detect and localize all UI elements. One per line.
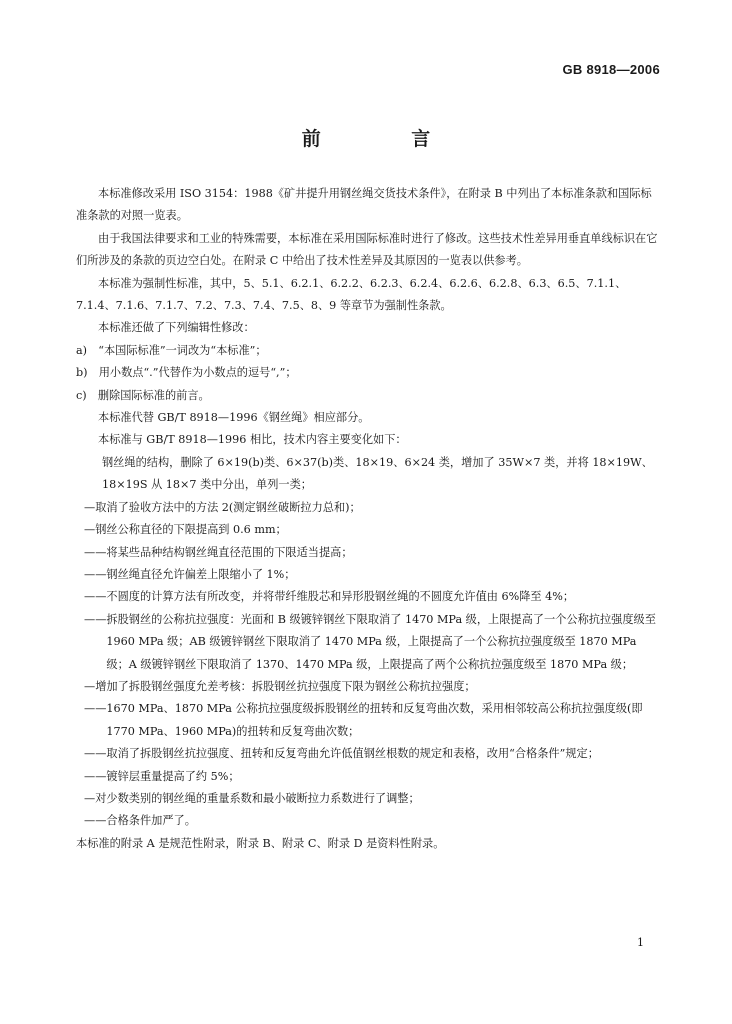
paragraph-structure-change: 钢丝绳的结构，删除了 6×19(b)类、6×37(b)类、18×19、6×24 类，增加了 35W×7 类，并将 18×19W、18×19S 从 18×7 类中分出，单列一类； — [102, 455, 653, 492]
document-body — [76, 183, 660, 855]
list-item-text: 拆股钢丝的公称抗拉强度：光面和 B 级镀锌钢丝下限取消了 1470 MPa 级，上限提高了一个公称抗拉强度级至 1960 MPa 级；AB 级镀锌钢丝下限取消了 1470 MPa 级，上限提高了一个公称抗拉强度级至 1870 MPa 级；A 级镀锌钢丝下限取消了 1370、1470 MPa 级，上限提高了两个公称抗拉强度级至 1870 MPa 级； — [106, 612, 656, 671]
list-item — [84, 542, 660, 564]
list-item — [84, 766, 660, 788]
list-item-text: 取消了拆股钢丝抗拉强度、扭转和反复弯曲允许低值钢丝根数的规定和表格，改用“合格条件”规定； — [106, 747, 599, 761]
dash-mark: — — [84, 679, 96, 693]
list-item — [84, 743, 660, 765]
list-item-b: b) 用小数点“.”代替作为小数点的逗号“,”； — [76, 366, 297, 380]
dash-mark: —— — [84, 814, 107, 828]
list-item-text: 对少数类别的钢丝绳的重量系数和最小破断拉力系数进行了调整； — [95, 791, 420, 805]
dash-mark: —— — [84, 747, 107, 761]
paragraph-replaces: 本标准代替 GB/T 8918—1996《钢丝绳》相应部分。 — [98, 411, 370, 425]
changes-list — [76, 497, 660, 833]
list-item — [84, 788, 660, 810]
list-item — [84, 564, 660, 586]
list-item — [84, 810, 660, 832]
list-item — [84, 497, 660, 519]
list-item-c: c) 删除国际标准的前言。 — [76, 388, 210, 402]
list-item-text: 取消了验收方法中的方法 2(测定钢丝破断拉力总和)； — [95, 500, 361, 514]
dash-mark: — — [84, 523, 96, 537]
list-item — [84, 609, 660, 676]
dash-mark: —— — [84, 702, 107, 716]
list-item-text: 钢丝绳直径允许偏差上限缩小了 1%； — [106, 567, 296, 581]
page-title: 前 言 — [301, 128, 473, 150]
list-item-text: 将某些品种结构钢丝绳直径范围的下限适当提高； — [106, 545, 353, 559]
standard-code: GB 8918—2006 — [562, 62, 660, 77]
dash-mark: —— — [84, 612, 107, 626]
paragraph-editorial: 本标准还做了下列编辑性修改： — [98, 321, 255, 335]
list-item-text: 合格条件加严了。 — [106, 814, 196, 828]
list-item — [84, 698, 660, 743]
paragraph-changes-intro: 本标准与 GB/T 8918—1996 相比，技术内容主要变化如下： — [98, 433, 407, 447]
list-item — [84, 586, 660, 608]
list-item-text: 增加了拆股钢丝强度允差考核：拆股钢丝抗拉强度下限为钢丝公称抗拉强度； — [95, 679, 476, 693]
dash-mark: —— — [84, 769, 107, 783]
paragraph-annexes: 本标准的附录 A 是规范性附录，附录 B、附录 C、附录 D 是资料性附录。 — [76, 836, 445, 850]
list-item-text: 钢丝公称直径的下限提高到 0.6 mm； — [95, 523, 287, 537]
list-item — [84, 676, 660, 698]
list-item-text: 不圆度的计算方法有所改变，并将带纤维股芯和异形股钢丝绳的不圆度允许值由 6%降至 4%； — [106, 590, 575, 604]
list-item-text: 1670 MPa、1870 MPa 公称抗拉强度级拆股钢丝的扭转和反复弯曲次数，采用相邻较高公称抗拉强度级(即 1770 MPa、1960 MPa)的扭转和反复弯曲次数； — [106, 702, 643, 738]
dash-mark: —— — [84, 545, 107, 559]
list-item — [84, 519, 660, 541]
list-item-a: a) “本国际标准”一词改为“本标准”； — [76, 343, 267, 357]
paragraph-adoption: 本标准修改采用 ISO 3154：1988《矿井提升用钢丝绳交货技术条件》，在附录 B 中列出了本标准条款和国际标准条款的对照一览表。 — [76, 187, 652, 223]
dash-mark: —— — [84, 567, 107, 581]
dash-mark: —— — [84, 590, 107, 604]
page-number: 1 — [637, 936, 644, 949]
paragraph-mandatory: 本标准为强制性标准，其中，5、5.1、6.2.1、6.2.2、6.2.3、6.2.4、6.2.6、6.2.8、6.3、6.5、7.1.1、7.1.4、7.1.6、7.1.7、7.2、7.3、7.4、7.5、8、9 等章节为强制性条款。 — [76, 276, 627, 313]
dash-mark: — — [84, 791, 96, 805]
paragraph-modifications: 由于我国法律要求和工业的特殊需要，本标准在采用国际标准时进行了修改。这些技术性差异用垂直单线标识在它们所涉及的条款的页边空白处。在附录 C 中给出了技术性差异及其原因的一览表以供参考。 — [76, 231, 658, 268]
list-item-text: 镀锌层重量提高了约 5%； — [106, 769, 240, 783]
dash-mark: — — [84, 500, 96, 514]
